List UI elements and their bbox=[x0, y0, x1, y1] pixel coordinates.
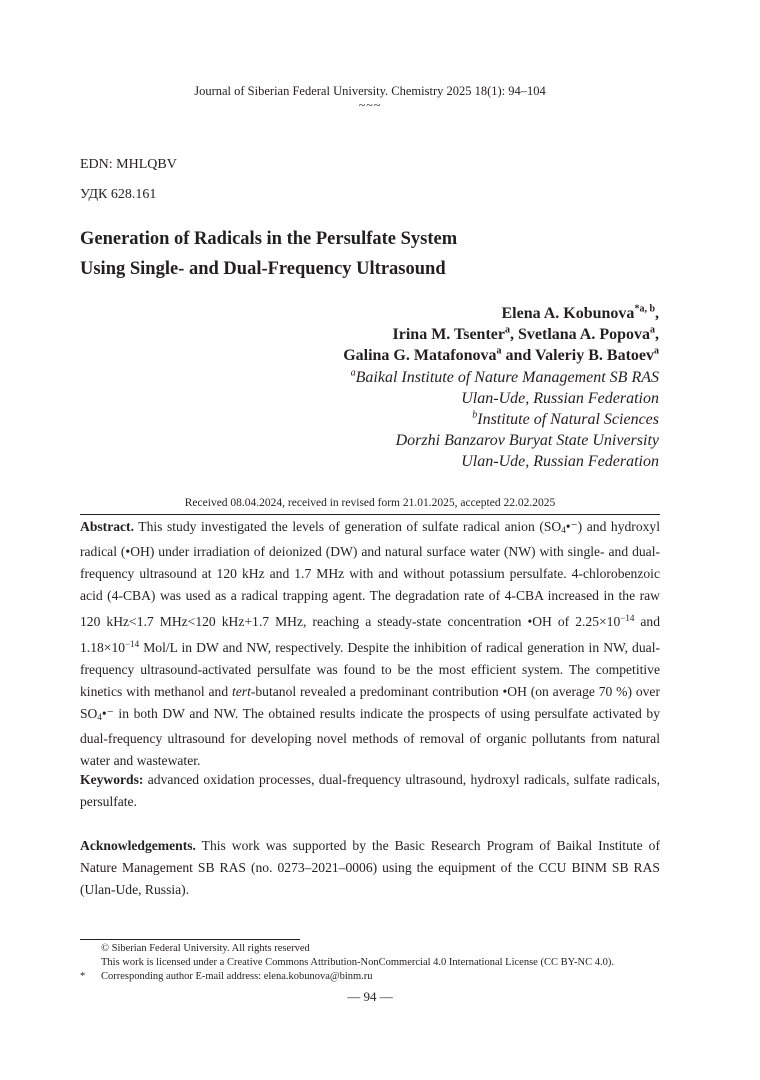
footnote-license: This work is licensed under a Creative Commons Attribution-NonCommercial 4.0 International License (CC BY-NC 4.0). bbox=[101, 957, 614, 968]
abstract-text: •⁻ in both DW and NW. The obtained results indicate the prospects of using persulfate activated by dual-frequency ultrasound for developing novel methods of removal of organic pollutants from natural water and wastewater. bbox=[80, 706, 660, 768]
exponent: −14 bbox=[125, 639, 140, 649]
subscript: 4 bbox=[561, 525, 566, 535]
abstract-text: This study investigated the levels of generation of sulfate radical anion (SO bbox=[133, 519, 562, 534]
abstract-divider bbox=[80, 514, 660, 515]
article-title bbox=[80, 224, 457, 284]
footnote-copyright: © Siberian Federal University. All rights reserved bbox=[101, 943, 310, 954]
affiliation-a-line-2: Ulan-Ude, Russian Federation bbox=[461, 390, 659, 407]
abstract-label: Abstract. bbox=[80, 519, 134, 534]
affiliation-mark: b bbox=[472, 409, 478, 421]
author-separator: , bbox=[509, 326, 518, 343]
author-affiliation-mark: a bbox=[654, 345, 659, 357]
author-line-1 bbox=[502, 305, 660, 323]
received-dates: Received 08.04.2024, received in revised form 21.01.2025, accepted 22.02.2025 bbox=[184, 497, 556, 509]
journal-citation: Journal of Siberian Federal University. Chemistry 2025 18(1): 94–104 bbox=[194, 84, 546, 98]
affiliation-text: Institute of Natural Sciences bbox=[477, 411, 659, 428]
footnote-star-mark: * bbox=[80, 971, 86, 982]
affiliation-mark: a bbox=[350, 367, 356, 379]
article-title-line-1: Generation of Radicals in the Persulfate System bbox=[80, 229, 458, 249]
author-name: Elena A. Kobunova bbox=[501, 305, 635, 322]
author-line-3 bbox=[343, 347, 659, 365]
author-separator: and bbox=[501, 347, 536, 364]
keywords-paragraph bbox=[80, 769, 660, 813]
abstract-text: •⁻) and hydroxyl radical (•OH) under irradiation of deionized (DW) and natural surface water (NW) with single- and dual-frequency ultrasound at 120 kHz and 1.7 MHz with and without potassium persulfate. 4-chlorobenzoic acid (4-CBA) was used as a radical trapping agent. The degradation rate of 4-CBA increased in the raw 120 kHz<1.7 MHz<120 kHz+1.7 MHz, reaching a steady-state concentration •OH of 2.25×10 bbox=[80, 519, 660, 629]
acknowledgements-label: Acknowledgements. bbox=[80, 838, 196, 853]
author-separator: , bbox=[655, 326, 659, 343]
abstract-text: Mol/L in DW and NW, respectively. Despite the inhibition of radical generation in NW, dual-frequency ultrasound-activated persulfate was found to be the most efficient system. The competitive kinetics with methanol and bbox=[80, 640, 660, 699]
acknowledgements-paragraph bbox=[80, 835, 660, 901]
footnote-divider bbox=[80, 939, 300, 940]
affiliation-b-line-2: Dorzhi Banzarov Buryat State University bbox=[395, 432, 659, 449]
abstract-text: and 1.18×10 bbox=[80, 614, 661, 655]
abstract-paragraph bbox=[80, 516, 660, 772]
author-affiliation-mark: *a, b bbox=[634, 303, 655, 315]
header-ornament: ~~~ bbox=[358, 98, 382, 112]
page-number: ― 94 ― bbox=[347, 989, 393, 1004]
author-name: Svetlana A. Popova bbox=[517, 326, 650, 343]
author-line-2 bbox=[393, 326, 659, 344]
author-separator: , bbox=[655, 305, 659, 322]
edn-code: EDN: MHLQBV bbox=[80, 157, 177, 172]
article-title-line-2: Using Single- and Dual-Frequency Ultrasound bbox=[80, 259, 446, 279]
affiliation-a-line-1 bbox=[351, 369, 659, 387]
udk-code: УДК 628.161 bbox=[80, 187, 157, 202]
author-affiliation-mark: a bbox=[650, 324, 655, 336]
abstract-text: -butanol revealed a predominant contribution •OH (on average 70 %) over SO bbox=[80, 684, 660, 721]
affiliation-text: Baikal Institute of Nature Management SB RAS bbox=[355, 369, 659, 386]
author-name: Valeriy B. Batoev bbox=[535, 347, 654, 364]
abstract-italic: tert bbox=[231, 684, 251, 699]
author-affiliation-mark: a bbox=[504, 324, 510, 336]
acknowledgements-text: This work was supported by the Basic Research Program of Baikal Institute of Nature Management SB RAS (no. 0273–2021–0006) using the equipment of the CCU BINM SB RAS (Ulan-Ude, Russia). bbox=[80, 838, 660, 897]
exponent: −14 bbox=[620, 613, 635, 623]
footnote-corresponding-author: Corresponding author E-mail address: elena.kobunova@binm.ru bbox=[101, 971, 373, 982]
keywords-text: advanced oxidation processes, dual-frequency ultrasound, hydroxyl radicals, sulfate radicals, persulfate. bbox=[80, 772, 660, 809]
affiliation-b-line-3: Ulan-Ude, Russian Federation bbox=[461, 453, 659, 470]
author-name: Irina M. Tsenter bbox=[392, 326, 505, 343]
author-name: Galina G. Matafonova bbox=[343, 347, 497, 364]
keywords-label: Keywords: bbox=[80, 772, 144, 787]
subscript: 4 bbox=[97, 712, 102, 722]
author-affiliation-mark: a bbox=[496, 345, 502, 357]
affiliation-b-line-1 bbox=[472, 411, 659, 429]
